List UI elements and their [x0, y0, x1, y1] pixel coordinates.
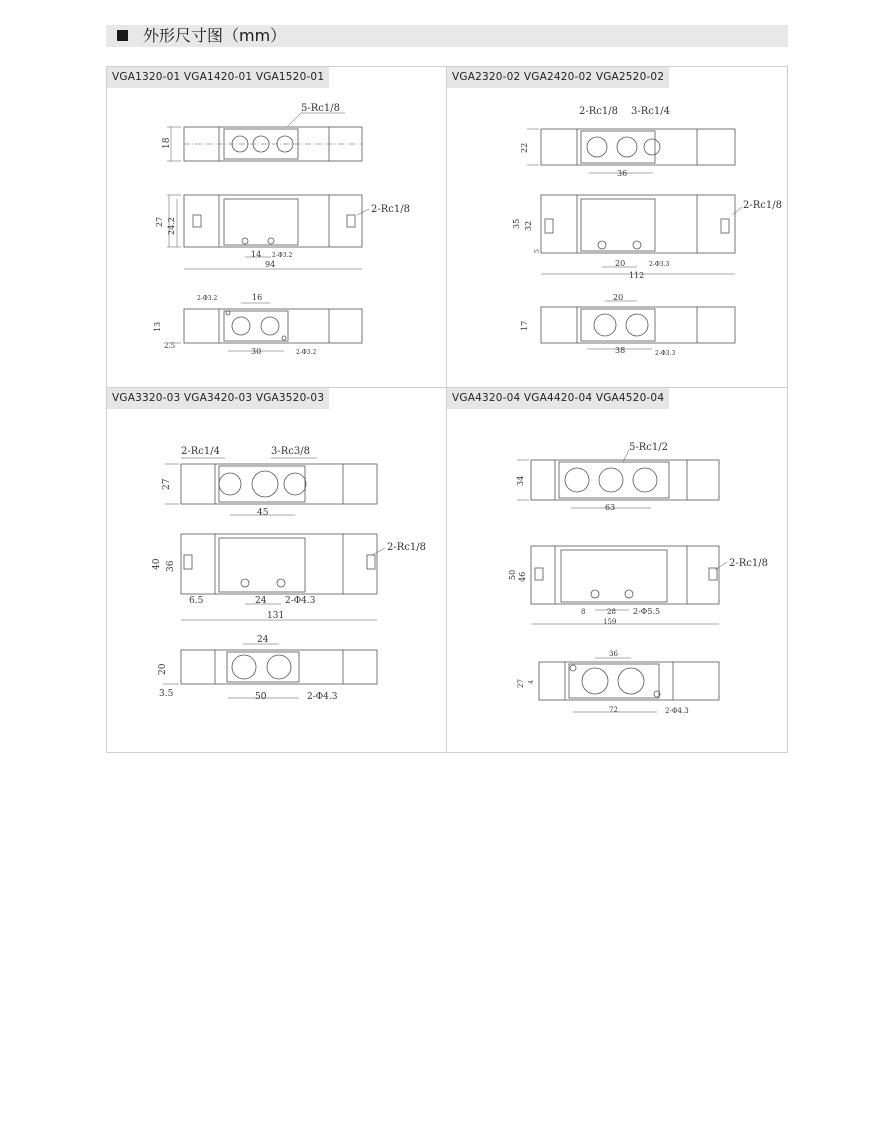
bottom-view [163, 644, 377, 698]
dim-left: 4 [528, 680, 535, 684]
dim-length: 112 [629, 271, 645, 280]
dim-top: 20 [613, 293, 624, 302]
dim-top: 36 [609, 650, 618, 658]
dim-height-inner: 32 [524, 220, 533, 231]
dim-height-bottom: 17 [520, 320, 529, 331]
model-numbers: VGA1320-01 VGA1420-01 VGA1520-01 [107, 67, 329, 88]
top-view [165, 458, 377, 515]
dim-bottom: 45 [257, 508, 269, 518]
dim-small: 5 [534, 249, 541, 253]
top-view [167, 113, 362, 161]
hole-label-bottom: 2-Φ3.2 [296, 349, 317, 356]
dim-left: 2.5 [164, 342, 176, 350]
dim-height-outer: 50 [508, 569, 517, 580]
top-view [517, 450, 719, 508]
dim-bottom: 72 [609, 706, 618, 714]
dim-length: 159 [603, 618, 617, 626]
port-label-side: 2-Rc1/8 [743, 200, 782, 211]
hole-label: 2-Φ3.3 [649, 261, 670, 268]
valve-drawing-2 [447, 67, 789, 389]
dim-height-inner: 46 [518, 571, 527, 582]
bottom-view [541, 301, 735, 349]
dim-height-outer: 35 [512, 218, 521, 229]
dim-bottom: 38 [615, 346, 626, 355]
dim-small: 6.5 [189, 596, 204, 606]
dim-top: 24 [257, 635, 269, 645]
dim-height-bottom: 13 [153, 321, 162, 332]
valve-drawing-1 [107, 67, 448, 389]
port-label: 5-Rc1/2 [629, 442, 668, 453]
hole-label: 2-Φ3.2 [272, 252, 293, 259]
dim-height-bottom: 27 [517, 679, 525, 688]
top-view [527, 129, 735, 173]
side-view [181, 534, 385, 620]
dim-small: 8 [581, 608, 586, 616]
model-numbers: VGA4320-04 VGA4420-04 VGA4520-04 [447, 388, 669, 409]
model-numbers: VGA3320-03 VGA3420-03 VGA3520-03 [107, 388, 329, 409]
side-view [531, 546, 727, 624]
dim-left: 3.5 [159, 689, 174, 699]
dim-length: 131 [267, 611, 285, 621]
dim-hole-spacing: 14 [251, 250, 262, 259]
hole-label-bottom: 2-Φ4.3 [307, 692, 338, 702]
drawing-panel-1 [106, 66, 447, 388]
dim-height-inner: 24.2 [167, 217, 176, 235]
port-label: 5-Rc1/8 [301, 103, 340, 114]
valve-drawing-4 [447, 388, 789, 754]
dim-bottom: 63 [605, 503, 616, 512]
port-label-side: 2-Rc1/8 [387, 542, 426, 553]
model-numbers: VGA2320-02 VGA2420-02 VGA2520-02 [447, 67, 669, 88]
port-label-b: 3-Rc1/4 [631, 106, 670, 117]
side-view [167, 195, 369, 269]
dim-hole-spacing: 28 [607, 608, 616, 616]
dim-hole-spacing: 24 [255, 596, 267, 606]
hole-label-bottom: 2-Φ3.3 [655, 350, 676, 357]
black-square-icon [117, 30, 128, 41]
dim-hole-spacing: 20 [615, 259, 626, 268]
port-label-side: 2-Rc1/8 [729, 558, 768, 569]
valve-drawing-3 [107, 388, 448, 754]
dim-height-outer: 27 [155, 216, 164, 227]
dim-height: 18 [162, 137, 172, 149]
drawing-panel-3 [106, 387, 447, 753]
section-header [106, 25, 788, 47]
dim-height: 34 [516, 475, 525, 486]
hole-label-bottom: 2-Φ4.3 [665, 707, 689, 715]
hole-label-top: 2-Φ3.2 [197, 295, 218, 302]
port-label-b: 3-Rc3/8 [271, 446, 310, 457]
section-title: 外形尺寸图（mm） [143, 26, 287, 45]
hole-label: 2-Φ4.3 [285, 596, 316, 606]
dim-height-bottom: 20 [158, 663, 168, 675]
port-label-a: 2-Rc1/8 [579, 106, 618, 117]
dim-height-outer: 40 [152, 558, 162, 570]
port-label-side: 2-Rc1/8 [371, 204, 410, 215]
bottom-view [167, 303, 362, 351]
dim-length: 94 [265, 260, 276, 269]
dim-bottom: 50 [255, 692, 267, 702]
dim-bottom: 36 [617, 169, 628, 178]
dim-height-inner: 36 [166, 560, 176, 572]
side-view [541, 195, 742, 274]
dim-height: 27 [162, 478, 172, 490]
hole-label: 2-Φ5.5 [633, 607, 661, 616]
drawing-panel-4 [446, 387, 788, 753]
dim-top: 16 [252, 293, 263, 302]
dim-bottom: 30 [251, 347, 262, 356]
bottom-view [539, 658, 719, 712]
drawing-panel-2 [446, 66, 788, 388]
dim-height: 22 [520, 142, 529, 153]
port-label-a: 2-Rc1/4 [181, 446, 220, 457]
